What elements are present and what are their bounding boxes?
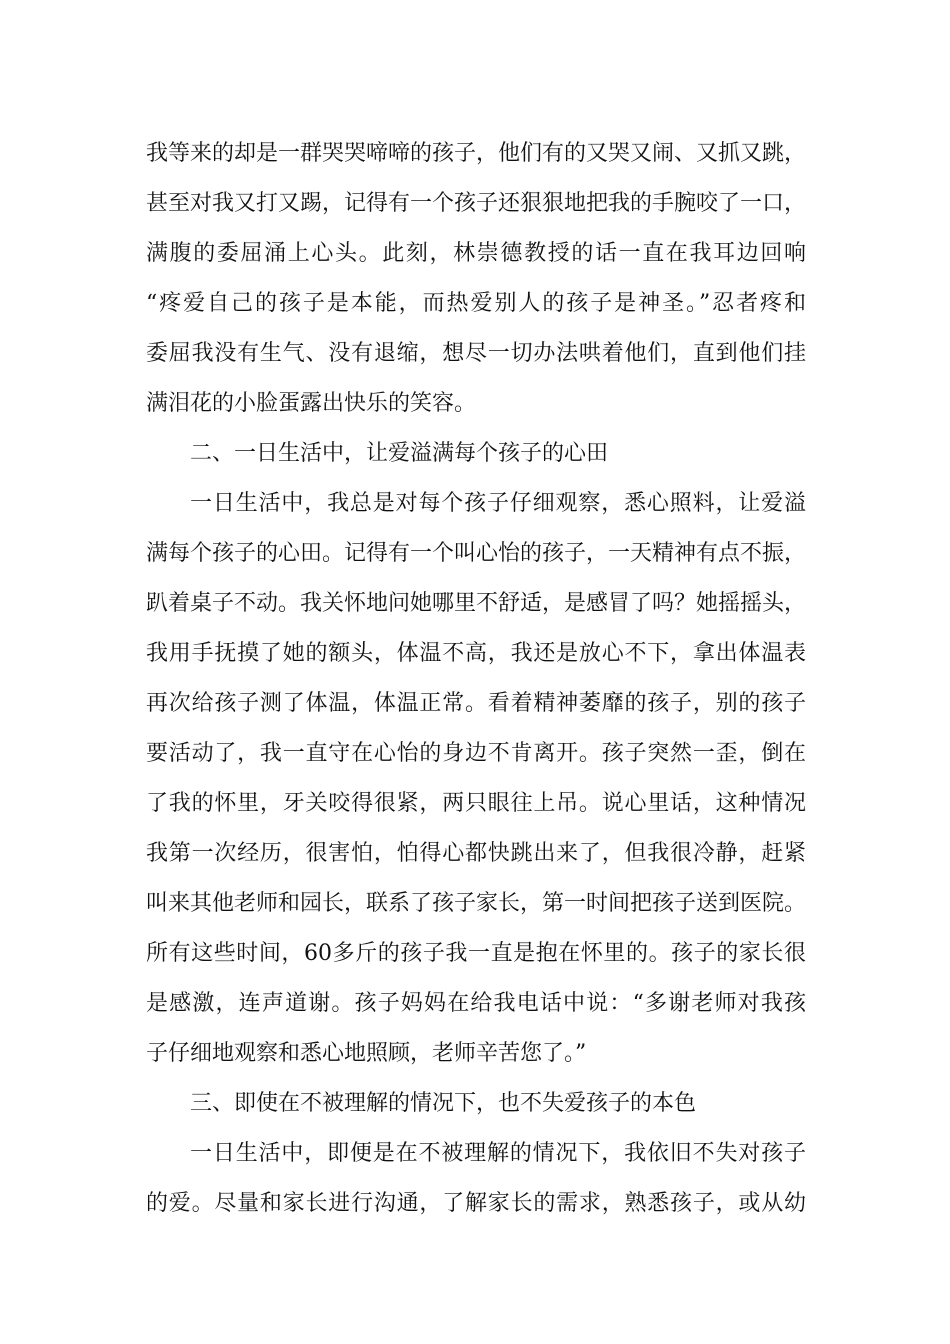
text-line: 要活动了，我一直守在心怡的身边不肯离开。孩子突然一歪，倒在: [146, 741, 806, 766]
text-line: 我等来的却是一群哭哭啼啼的孩子，他们有的又哭又闹、又抓又跳，: [146, 141, 807, 166]
text-line: 一日生活中，我总是对每个孩子仔细观察，悉心照料，让爱溢: [190, 491, 806, 516]
text-line: 再次给孩子测了体温，体温正常。看着精神萎靡的孩子，别的孩子: [146, 691, 806, 716]
text-line: 我第一次经历，很害怕，怕得心都快跳出来了，但我很冷静，赶紧: [146, 841, 806, 866]
section-heading: 三、即使在不被理解的情况下，也不失爱孩子的本色: [190, 1091, 697, 1116]
document-body: [146, 129, 806, 1229]
text-line: 甚至对我又打又踢，记得有一个孩子还狠狠地把我的手腕咬了一口，: [146, 191, 807, 216]
text-line: 是感激，连声道谢。孩子妈妈在给我电话中说：“多谢老师对我孩: [146, 991, 806, 1016]
section-heading: 二、一日生活中，让爱溢满每个孩子的心田: [190, 441, 609, 466]
text-line: “疼爱自己的孩子是本能，而热爱别人的孩子是神圣。”忍者疼和: [146, 291, 806, 316]
text-line: 子仔细地观察和悉心地照顾，老师辛苦您了。”: [146, 1041, 587, 1066]
text-line: 一日生活中，即便是在不被理解的情况下，我依旧不失对孩子: [190, 1141, 806, 1166]
text-line: 我用手抚摸了她的额头，体温不高，我还是放心不下，拿出体温表: [146, 641, 806, 666]
text-line: 所有这些时间，60多斤的孩子我一直是抱在怀里的。孩子的家长很: [146, 941, 806, 966]
text-line: 叫来其他老师和园长，联系了孩子家长，第一时间把孩子送到医院。: [146, 891, 807, 916]
text-line: 委屈我没有生气、没有退缩，想尽一切办法哄着他们，直到他们挂: [146, 341, 806, 366]
text-line: 的爱。尽量和家长进行沟通，了解家长的需求，熟悉孩子，或从幼: [146, 1191, 806, 1216]
text-line: 满每个孩子的心田。记得有一个叫心怡的孩子，一天精神有点不振，: [146, 541, 807, 566]
text-line: 了我的怀里，牙关咬得很紧，两只眼往上吊。说心里话，这种情况: [146, 791, 806, 816]
text-line: 满腹的委屈涌上心头。此刻，林崇德教授的话一直在我耳边回响: [146, 241, 806, 266]
text-line: 满泪花的小脸蛋露出快乐的笑容。: [146, 391, 477, 416]
text-line: 趴着桌子不动。我关怀地问她哪里不舒适，是感冒了吗？她摇摇头，: [146, 591, 807, 616]
